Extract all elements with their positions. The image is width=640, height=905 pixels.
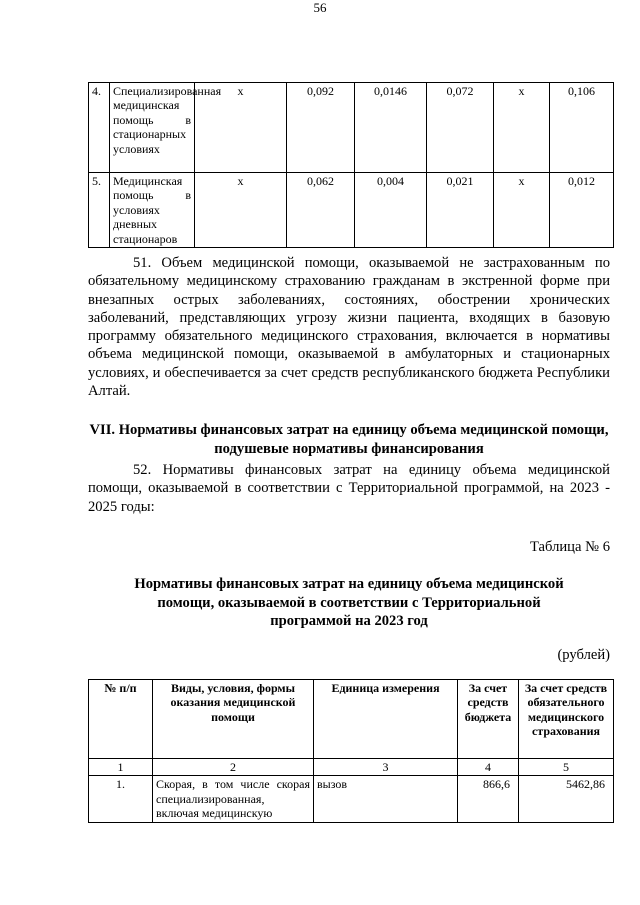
column-number: 3 — [314, 759, 458, 776]
oms-cell: 5462,86 — [519, 776, 614, 822]
budget-cell: 866,6 — [458, 776, 519, 822]
value-cell: 0,106 — [550, 83, 614, 173]
care-type-cell: Специализированная медицинская помощь в стационарных условиях — [110, 83, 195, 173]
value-cell: 0,021 — [427, 173, 494, 248]
section-heading: VII. Нормативы финансовых затрат на единицу объема медицинской помощи, подушевые нормативы финансирования — [89, 422, 609, 457]
units-label: (рублей) — [557, 647, 610, 663]
value-cell: 0,092 — [287, 83, 355, 173]
value-cell: х — [195, 83, 287, 173]
column-number-row — [89, 759, 614, 776]
value-cell: 0,012 — [550, 173, 614, 248]
paragraph-52: 52. Нормативы финансовых затрат на единицу объема медицинской помощи, оказываемой в соответствии с Территориальной программой, на 2023 - 2025 годы: — [88, 462, 610, 515]
column-number: 5 — [519, 759, 614, 776]
value-cell: 0,0146 — [355, 83, 427, 173]
value-cell: 0,062 — [287, 173, 355, 248]
table-row — [89, 776, 614, 822]
value-cell: 0,072 — [427, 83, 494, 173]
row-number: 5. — [89, 173, 110, 248]
care-type-cell: Скорая, в том числе скорая специализированная, включая медицинскую — [153, 776, 314, 822]
value-cell: х — [494, 83, 550, 173]
header-care-type: Виды, условия, формы оказания медицинской помощи — [153, 680, 314, 759]
row-number: 4. — [89, 83, 110, 173]
page-number: 56 — [313, 0, 327, 15]
value-cell: 0,004 — [355, 173, 427, 248]
header-budget: За счет средств бюджета — [458, 680, 519, 759]
header-oms: За счет средств обязательного медицинского страхования — [519, 680, 614, 759]
table-row — [89, 83, 614, 173]
care-type-cell: Медицинская помощь в условиях дневных стационаров — [110, 173, 195, 248]
unit-cell: вызов — [314, 776, 458, 822]
table-title: Нормативы финансовых затрат на единицу объема медицинской помощи, оказываемой в соответствии с Территориальной программой на 2023 год — [134, 576, 564, 629]
table-label: Таблица № 6 — [530, 539, 610, 555]
table-row — [89, 173, 614, 248]
row-number: 1. — [89, 776, 153, 822]
column-number: 1 — [89, 759, 153, 776]
header-number: № п/п — [89, 680, 153, 759]
value-cell: х — [494, 173, 550, 248]
column-number: 4 — [458, 759, 519, 776]
header-unit: Единица измерения — [314, 680, 458, 759]
paragraph-51: 51. Объем медицинской помощи, оказываемой не застрахованным по обязательному медицинскому страхованию гражданам в экстренной форме при внезапных острых заболеваниях, состояниях, обострении хронических заболеваний, представляющих угрозу жизни пациента, входящих в базовую программу обязательного медицинского страхования, включается в нормативы объема медицинской помощи, оказываемой в амбулаторных и стационарных условиях, и обеспечивается за счет средств республиканского бюджета Республики Алтай. — [88, 255, 610, 400]
value-cell: х — [195, 173, 287, 248]
continued-volume-table — [88, 82, 614, 248]
financial-norms-table — [88, 679, 614, 823]
column-number: 2 — [153, 759, 314, 776]
table-header-row — [89, 680, 614, 759]
